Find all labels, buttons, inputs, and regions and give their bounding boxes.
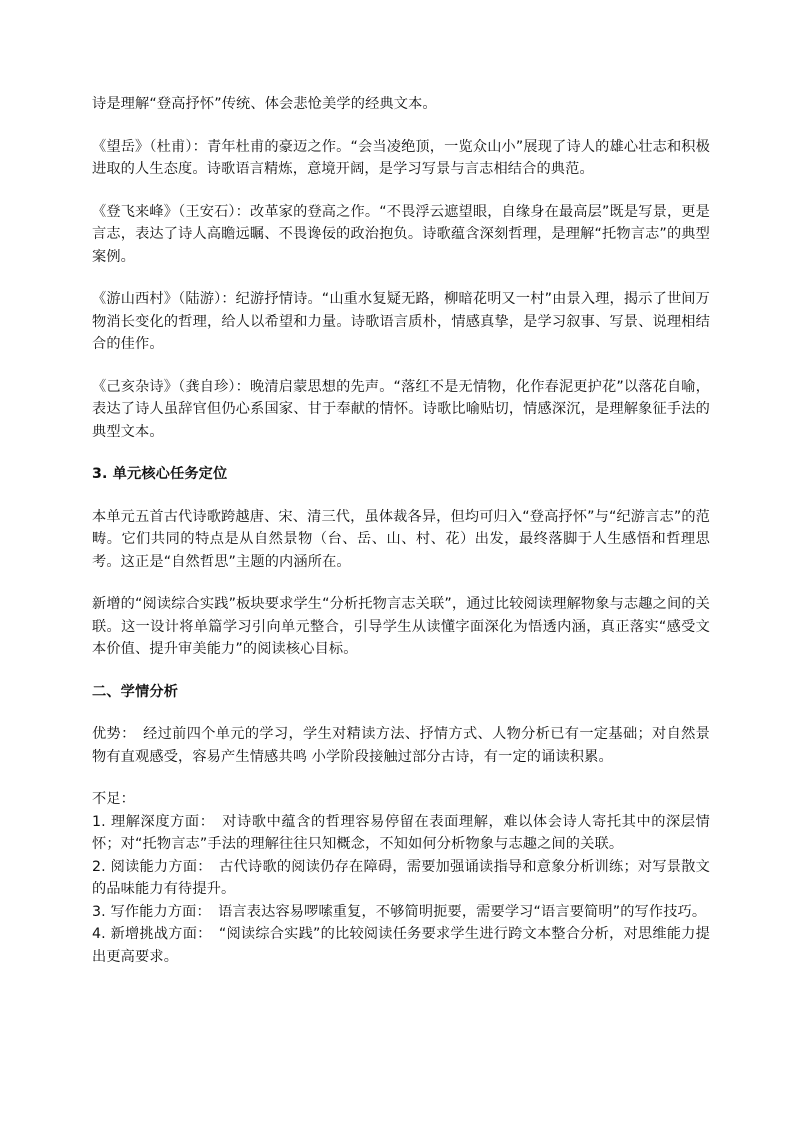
poem-paragraph-dengfeilaifeng: 《登飞来峰》（王安石）：改革家的登高之作。“不畏浮云遮望眼，自缘身在最高层”既是写景，更是言志，表达了诗人高瞻远瞩、不畏谗佞的政治抱负。诗歌蕴含深刻哲理，是理解“托物言志”的典型案例。 — [92, 203, 710, 265]
core-task-paragraph: 本单元五首古代诗歌跨越唐、宋、清三代，虽体裁各异，但均可归入“登高抒怀”与“纪游言志”的范畴。它们共同的特点是从自然景物（台、岳、山、村、花）出发，最终落脚于人生感悟和哲理思考。这正是“自然哲思”主题的内涵所在。 — [92, 508, 710, 570]
section-heading-learning-analysis: 二、学情分析 — [92, 683, 179, 700]
poem-paragraph-youshanxicun: 《游山西村》（陆游）：纪游抒情诗。“山重水复疑无路，柳暗花明又一村”由景入理，揭示了世间万物消长变化的哲理，给人以希望和力量。诗歌语言质朴，情感真挚，是学习叙事、写景、说理相结合的佳作。 — [92, 291, 710, 352]
list-item: 1. 理解深度方面： 对诗歌中蕴含的哲理容易停留在表面理解，难以体会诗人寄托其中的深层情怀；对“托物言志”手法的理解往往只知概念，不知如何分析物象与志趣之间的关联。 — [92, 813, 710, 852]
weakness-list — [92, 811, 710, 969]
poem-paragraph-jihaizashi: 《己亥杂诗》（龚自珍）：晚清启蒙思想的先声。“落红不是无情物，化作春泥更护花”以落花自喻，表达了诗人虽辞官但仍心系国家、甘于奉献的情怀。诗歌比喻贴切，情感深沉，是理解象征手法的典型文本。 — [92, 378, 710, 440]
section-heading-core-task: 3. 单元核心任务定位 — [92, 466, 228, 482]
list-item: 4. 新增挑战方面： “阅读综合实践”的比较阅读任务要求学生进行跨文本整合分析，对思维能力提出更高要求。 — [92, 926, 710, 965]
list-item: 2. 阅读能力方面： 古代诗歌的阅读仍存在障碍，需要加强诵读指导和意象分析训练；对写景散文的品味能力有待提升。 — [92, 858, 710, 897]
strengths-paragraph: 优势： 经过前四个单元的学习，学生对精读方法、抒情方式、人物分析已有一定基础；对自然景物有直观感受，容易产生情感共鸣 小学阶段接触过部分古诗，有一定的诵读积累。 — [92, 726, 710, 765]
list-item: 3. 写作能力方面： 语言表达容易啰嗦重复，不够简明扼要，需要学习“语言要简明”的写作技巧。 — [92, 903, 707, 920]
core-task-paragraph: 新增的“阅读综合实践”板块要求学生“分析托物言志关联”，通过比较阅读理解物象与志趣之间的关联。这一设计将单篇学习引向单元整合，引导学生从读懂字面深化为悟透内涵，真正落实“感受文本价值、提升审美能力”的阅读核心目标。 — [92, 596, 710, 657]
document-page — [92, 93, 710, 968]
intro-paragraph: 诗是理解“登高抒怀”传统、体会悲怆美学的经典文本。 — [92, 96, 437, 112]
weakness-label: 不足： — [92, 791, 136, 807]
poem-paragraph-wangyue: 《望岳》（杜甫）：青年杜甫的豪迈之作。“会当凌绝顶，一览众山小”展现了诗人的雄心壮志和积极进取的人生态度。诗歌语言精炼，意境开阔，是学习写景与言志相结合的典范。 — [92, 138, 710, 177]
